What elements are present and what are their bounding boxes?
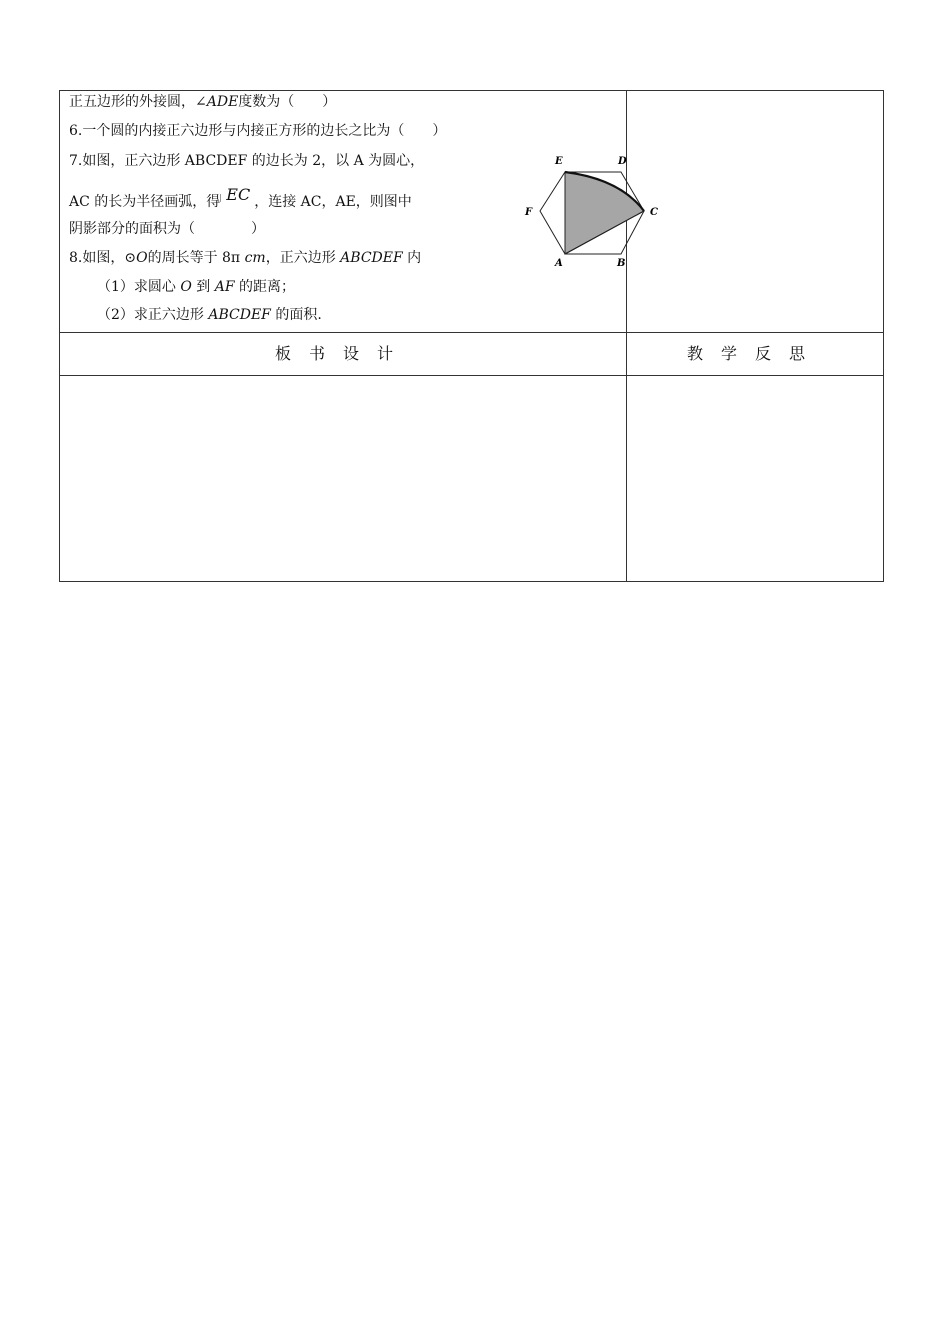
label-f: F — [525, 207, 533, 218]
label-b: B — [617, 258, 626, 269]
exercise-line-7: 7.如图，正六边形 ABCDEF 的边长为 2，以 A 为圆心， — [69, 153, 425, 169]
label-a: A — [555, 258, 563, 269]
label-d: D — [618, 156, 627, 167]
label-c: C — [650, 207, 658, 218]
exercise-line-8-q1: （1）求圆心 O 到 AF 的距离； — [97, 279, 296, 295]
board-design-header: 板书设计 — [60, 333, 627, 376]
teaching-reflection-cell — [627, 376, 884, 582]
exercise-cell — [60, 91, 658, 333]
teaching-reflection-header: 教学反思 — [627, 333, 884, 376]
hexagon-figure — [515, 149, 665, 279]
board-design-cell — [60, 376, 627, 582]
exercise-line-8-q2: （2）求正六边形 ABCDEF 的面积. — [97, 307, 322, 323]
right-notes-cell — [627, 91, 884, 333]
exercise-line-5: 正五边形的外接圆，∠ADE度数为（ ） — [69, 94, 337, 110]
label-e: E — [555, 156, 563, 167]
lesson-plan-table — [59, 90, 884, 582]
exercise-line-6: 6.一个圆的内接正六边形与内接正方形的边长之比为（ ） — [69, 123, 447, 139]
exercise-line-8: 8.如图，⊙O的周长等于 8π cm，正六边形 ABCDEF 内 — [69, 250, 422, 266]
exercise-line-7-cont: AC 的长为半径画弧，得 EC ，连接 AC，AE，则图中 — [69, 185, 412, 210]
shaded-sector — [565, 172, 644, 254]
arc-symbol — [220, 194, 223, 202]
exercise-line-7-answer: 阴影部分的面积为（ ） — [69, 221, 265, 237]
